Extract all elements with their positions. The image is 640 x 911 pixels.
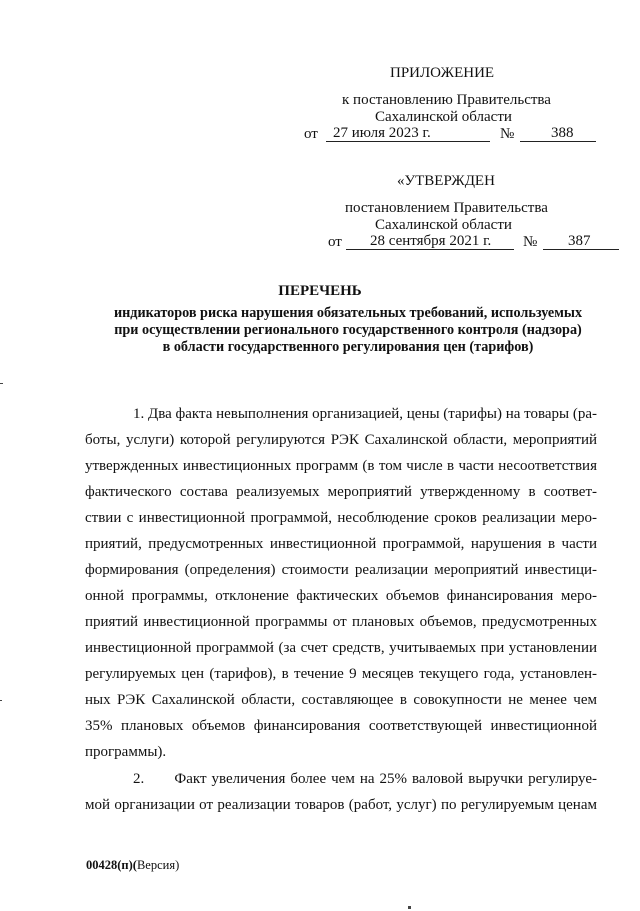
paragraph-line: 1. Два факта невыполнения организацией, цены (тарифы) на товары (ра- bbox=[133, 406, 597, 422]
approved-title: «УТВЕРЖДЕН bbox=[397, 173, 495, 189]
document-title: ПЕРЕЧЕНЬ bbox=[278, 283, 362, 299]
appendix-date: 27 июля 2023 г. bbox=[333, 125, 431, 141]
subtitle-line: при осуществлении регионального государственного контроля (надзора) bbox=[114, 322, 582, 338]
paragraph-line: мой организации от реализации товаров (работ, услуг) по регулируемым ценам bbox=[85, 797, 597, 813]
appendix-date-underline bbox=[326, 141, 490, 142]
subtitle-line: индикаторов риска нарушения обязательных требований, используемых bbox=[113, 305, 583, 321]
paragraph-line: фактического состава реализуемых мероприятий утвержденному в соответ- bbox=[85, 484, 597, 500]
appendix-region: Сахалинской области bbox=[375, 109, 512, 125]
paragraph-line: инвестиционной программой (за счет средств, учитываемых при установлении bbox=[85, 640, 597, 656]
paragraph-line: боты, услуги) которой регулируются РЭК Сахалинской области, мероприятий bbox=[85, 432, 597, 448]
appendix-from-label: от bbox=[304, 126, 318, 142]
paragraph-line: приятий, предусмотренных инвестиционной программой, нарушения в части bbox=[85, 536, 597, 552]
approved-by: постановлением Правительства bbox=[345, 200, 548, 216]
approved-number-label: № bbox=[523, 234, 538, 250]
approved-date: 28 сентября 2021 г. bbox=[370, 233, 492, 249]
approved-number: 387 bbox=[568, 233, 591, 249]
footer-version-label: Версия) bbox=[136, 858, 180, 872]
paragraph-line: онной программы, отклонение фактических объемов финансирования меро- bbox=[85, 588, 597, 604]
appendix-number: 388 bbox=[551, 125, 574, 141]
subtitle-line: в области государственного регулирования цен (тарифов) bbox=[162, 339, 534, 355]
paragraph-line: приятий инвестиционной программы от плановых объемов, предусмотренных bbox=[85, 614, 597, 630]
scan-mark bbox=[0, 383, 3, 384]
paragraph-line: регулируемых цен (тарифов), в течение 9 месяцев текущего года, установлен- bbox=[85, 666, 597, 682]
approved-number-underline bbox=[543, 249, 619, 250]
paragraph-line: 2. Факт увеличения более чем на 25% валовой выручки регулируе- bbox=[133, 771, 597, 787]
paragraph-line: 35% плановых объемов финансирования соответствующей инвестиционной bbox=[85, 718, 597, 734]
paragraph-line: формирования (определения) стоимости реализации мероприятий инвестици- bbox=[85, 562, 597, 578]
scan-mark bbox=[0, 700, 2, 701]
paragraph-line: утвержденных инвестиционных программ (в том числе в части несоответствия bbox=[85, 458, 597, 474]
appendix-number-label: № bbox=[500, 126, 515, 142]
footer-version bbox=[86, 856, 179, 874]
paragraph-line: программы). bbox=[85, 744, 167, 760]
appendix-number-underline bbox=[520, 141, 596, 142]
scan-mark bbox=[408, 906, 411, 909]
appendix-to: к постановлению Правительства bbox=[342, 92, 551, 108]
appendix-title: ПРИЛОЖЕНИЕ bbox=[390, 65, 495, 81]
approved-region: Сахалинской области bbox=[375, 217, 512, 233]
approved-from-label: от bbox=[328, 234, 342, 250]
paragraph-line: ствии с инвестиционной программой, несоблюдение сроков реализации меро- bbox=[85, 510, 597, 526]
approved-date-underline bbox=[346, 249, 514, 250]
paragraph-line: ных РЭК Сахалинской области, составляющее в совокупности не менее чем bbox=[85, 692, 597, 708]
footer-code: 00428(п)( bbox=[86, 858, 137, 872]
